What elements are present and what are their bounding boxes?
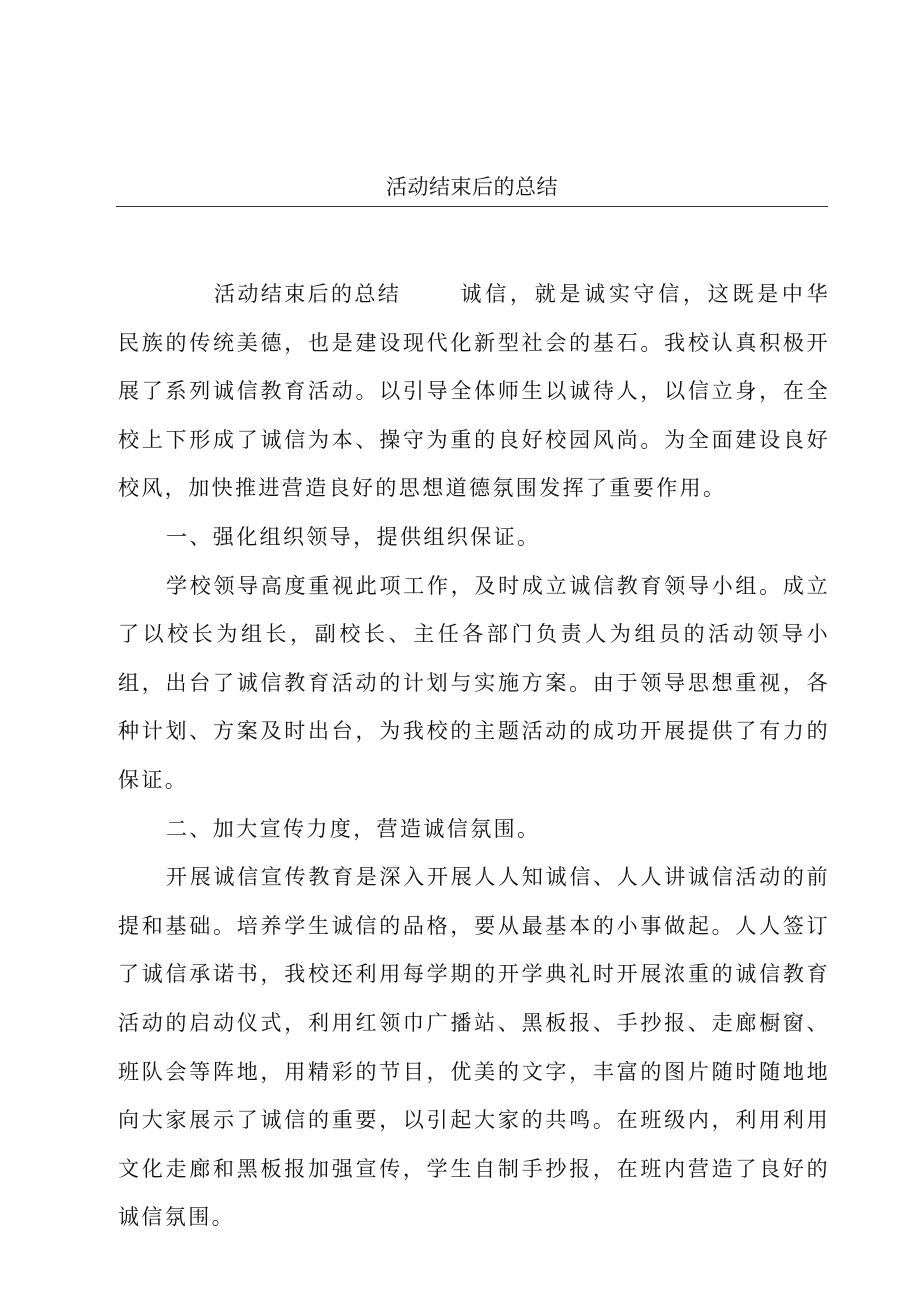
page-header	[116, 168, 828, 207]
page-title: 活动结束后的总结	[386, 175, 558, 199]
section-paragraph-1: 学校领导高度重视此项工作，及时成立诚信教育领导小组。成立了以校长为组长，副校长、主任各部门负责人为组员的活动领导小组，出台了诚信教育活动的计划与实施方案。由于领导思想重视，各种计划、方案及时出台，为我校的主题活动的成功开展提供了有力的保证。	[118, 573, 830, 792]
section-heading-1: 一、强化组织领导，提供组织保证。	[166, 524, 541, 549]
intro-text: 诚信，就是诚实守信，这既是中华民族的传统美德，也是建设现代化新型社会的基石。我校认真积极开展了系列诚信教育活动。以引导全体师生以诚待人，以信立身，在全校上下形成了诚信为本、操守为重的良好校园风尚。为全面建设良好校风，加快推进营造良好的思想道德氛围发挥了重要作用。	[118, 282, 830, 501]
section-heading-2: 二、加大宣传力度，营造诚信氛围。	[166, 816, 541, 841]
document-body	[118, 270, 830, 1242]
intro-lead: 活动结束后的总结	[214, 282, 402, 306]
intro-paragraph	[118, 270, 830, 513]
section-paragraph-2: 开展诚信宣传教育是深入开展人人知诚信、人人讲诚信活动的前提和基础。培养学生诚信的品格，要从最基本的小事做起。人人签订了诚信承诺书，我校还利用每学期的开学典礼时开展浓重的诚信教育活动的启动仪式，利用红领巾广播站、黑板报、手抄报、走廊橱窗、班队会等阵地，用精彩的节目，优美的文字，丰富的图片随时随地地向大家展示了诚信的重要，以引起大家的共鸣。在班级内，利用利用文化走廊和黑板报加强宣传，学生自制手抄报，在班内营造了良好的诚信氛围。	[118, 865, 830, 1230]
